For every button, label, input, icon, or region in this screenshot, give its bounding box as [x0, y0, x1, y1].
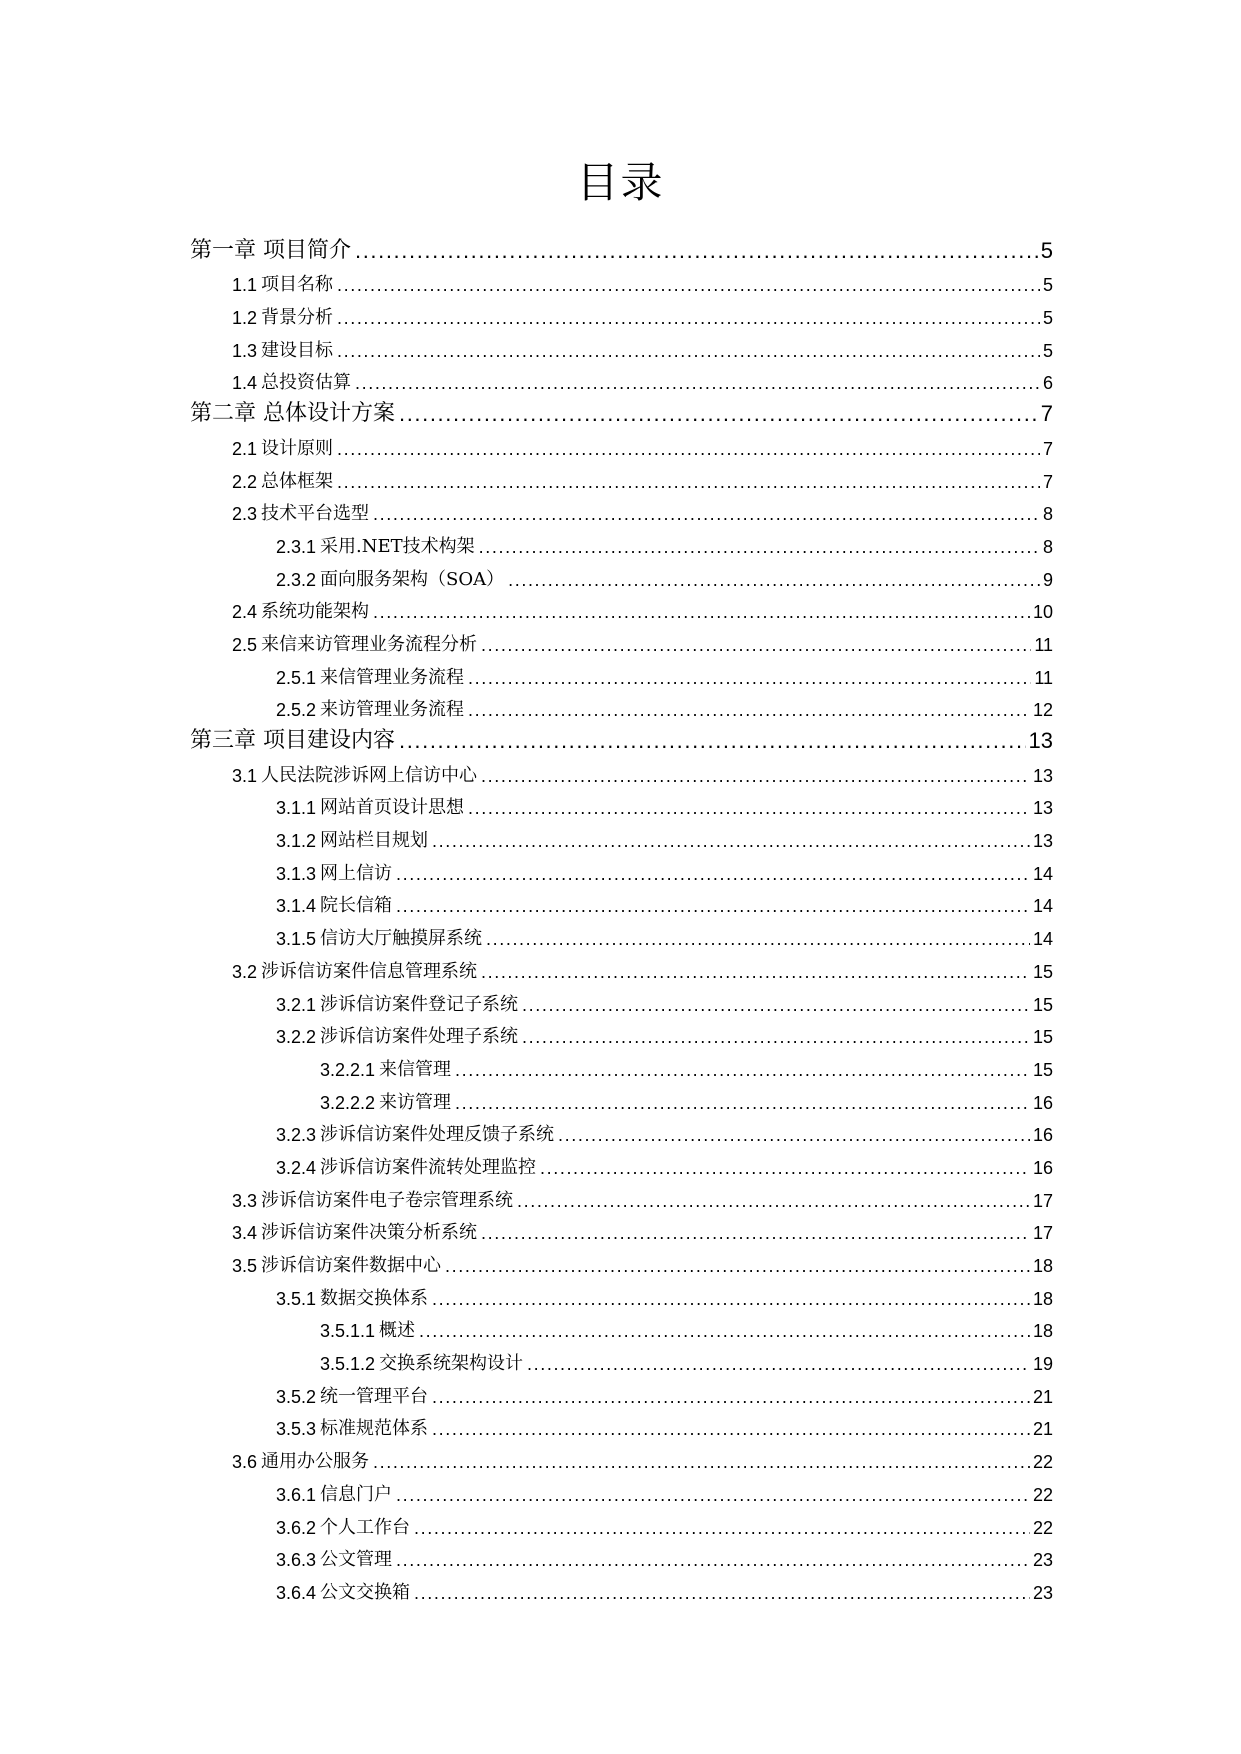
toc-dot-leader	[445, 1256, 1030, 1277]
toc-entry-page-number: 11	[1034, 667, 1053, 688]
toc-entry-number: 1.1	[232, 275, 258, 296]
toc-entry-number: 3.6.3	[276, 1550, 317, 1571]
toc-entry[interactable]	[0, 824, 1241, 857]
toc-entry-page-number: 5	[1040, 237, 1053, 263]
toc-entry-page-number: 5	[1042, 308, 1053, 329]
toc-entry-page-number: 15	[1032, 994, 1053, 1015]
toc-dot-leader	[355, 373, 1040, 394]
toc-entry[interactable]	[0, 628, 1241, 661]
toc-entry-number: 3.6.4	[276, 1582, 317, 1603]
toc-entry-label: 第一章 项目简介	[190, 237, 351, 263]
toc-dot-leader	[558, 1125, 1030, 1146]
toc-entry[interactable]	[0, 890, 1241, 923]
toc-dot-leader	[399, 728, 1026, 754]
toc-dot-leader	[432, 1289, 1030, 1310]
toc-dot-leader	[481, 635, 1031, 656]
toc-entry-page-number: 22	[1032, 1484, 1053, 1505]
toc-entry[interactable]	[0, 759, 1241, 792]
toc-entry-label: 公文管理	[320, 1549, 393, 1571]
toc-dot-leader	[432, 831, 1030, 852]
toc-dot-leader	[373, 602, 1030, 623]
toc-entry-label: 数据交换体系	[320, 1287, 429, 1309]
toc-entry[interactable]	[0, 661, 1241, 694]
toc-entry[interactable]	[0, 857, 1241, 890]
toc-dot-leader	[414, 1518, 1030, 1539]
toc-entry-label: 涉诉信访案件数据中心	[261, 1255, 442, 1276]
toc-entry[interactable]	[0, 530, 1241, 563]
toc-dot-leader	[432, 1387, 1030, 1408]
toc-entry-page-number: 15	[1032, 1027, 1053, 1048]
toc-entry[interactable]	[0, 1249, 1241, 1282]
toc-entry-number: 1.2	[232, 308, 258, 329]
toc-entry[interactable]	[0, 1544, 1241, 1577]
toc-entry-label: 通用办公服务	[261, 1451, 370, 1473]
toc-entry-page-number: 13	[1032, 765, 1053, 786]
toc-entry[interactable]	[0, 465, 1241, 498]
toc-entry-number: 3.1.5	[276, 929, 317, 950]
toc-entry-page-number: 10	[1032, 602, 1053, 623]
toc-dot-leader	[373, 1452, 1030, 1473]
toc-entry-page-number: 8	[1042, 536, 1053, 557]
toc-dot-leader	[468, 700, 1030, 721]
toc-entry-number: 3.2.3	[276, 1125, 317, 1146]
toc-entry-number: 3.2	[232, 961, 258, 982]
toc-entry-page-number: 18	[1032, 1256, 1053, 1276]
toc-entry[interactable]	[0, 1511, 1241, 1544]
toc-entry-number: 2.5.2	[276, 700, 317, 721]
toc-entry-page-number: 22	[1032, 1517, 1053, 1538]
toc-entry[interactable]	[0, 792, 1241, 825]
toc-dot-leader	[455, 1093, 1030, 1114]
toc-entry[interactable]	[0, 367, 1241, 400]
toc-entry-label: 面向服务架构（SOA）	[320, 568, 505, 590]
toc-entry[interactable]	[0, 1478, 1241, 1511]
toc-entry-page-number: 13	[1028, 728, 1053, 753]
toc-entry-number: 3.4	[232, 1223, 258, 1244]
toc-entry-label: 网站首页设计思想	[320, 797, 465, 819]
toc-entry-number: 3.1.2	[276, 831, 317, 852]
toc-dot-leader	[468, 668, 1031, 689]
toc-entry-number: 1.4	[232, 373, 258, 394]
toc-entry-label: 信息门户	[320, 1483, 393, 1505]
toc-entry-page-number: 8	[1042, 504, 1053, 525]
toc-entry-number: 3.2.4	[276, 1157, 317, 1178]
toc-entry-page-number: 19	[1032, 1354, 1053, 1375]
toc-dot-leader	[396, 1485, 1030, 1506]
toc-entry-number: 3.6	[232, 1452, 258, 1473]
toc-entry[interactable]	[0, 1053, 1241, 1086]
table-of-contents	[0, 236, 1241, 1609]
toc-dot-leader	[527, 1354, 1030, 1375]
toc-entry-page-number: 13	[1032, 798, 1053, 819]
toc-entry-number: 3.1	[232, 765, 258, 786]
toc-entry-number: 3.5.1.2	[320, 1354, 376, 1375]
toc-entry-page-number: 12	[1032, 700, 1053, 721]
toc-entry-page-number: 21	[1032, 1386, 1053, 1407]
toc-entry-label: 涉诉信访案件决策分析系统	[261, 1222, 478, 1244]
toc-entry-number: 3.1.1	[276, 798, 317, 819]
toc-entry-page-number: 11	[1034, 634, 1053, 655]
toc-dot-leader	[517, 1191, 1030, 1212]
toc-entry-label: 建设目标	[261, 339, 334, 361]
toc-entry-label: 信访大厅触摸屏系统	[320, 928, 483, 950]
toc-dot-leader	[481, 962, 1030, 983]
toc-entry-number: 3.2.2.1	[320, 1059, 376, 1080]
toc-entry-page-number: 21	[1032, 1419, 1053, 1440]
toc-dot-leader	[337, 275, 1040, 296]
toc-entry-page-number: 22	[1032, 1452, 1053, 1473]
toc-entry[interactable]	[0, 1119, 1241, 1152]
toc-dot-leader	[481, 766, 1030, 787]
toc-dot-leader	[396, 1550, 1030, 1571]
toc-entry-page-number: 18	[1032, 1288, 1053, 1309]
toc-entry[interactable]	[0, 334, 1241, 367]
toc-entry-page-number: 5	[1042, 340, 1053, 361]
toc-dot-leader	[522, 995, 1030, 1016]
toc-dot-leader	[337, 308, 1040, 329]
toc-entry-page-number: 9	[1042, 569, 1053, 590]
toc-entry-number: 2.4	[232, 602, 258, 623]
toc-entry-label: 统一管理平台	[320, 1385, 429, 1407]
toc-entry-label: 人民法院涉诉网上信访中心	[261, 764, 478, 786]
toc-dot-leader	[396, 864, 1030, 885]
toc-entry-number: 3.1.3	[276, 863, 317, 884]
toc-dot-leader	[522, 1027, 1030, 1048]
toc-entry[interactable]	[0, 269, 1241, 302]
toc-entry-label: 院长信箱	[320, 895, 393, 917]
toc-entry-number: 3.5.2	[276, 1386, 317, 1407]
toc-entry-number: 3.3	[232, 1190, 258, 1211]
toc-entry-label: 技术平台选型	[261, 503, 370, 525]
toc-entry-page-number: 6	[1042, 373, 1053, 394]
toc-dot-leader	[373, 504, 1040, 525]
toc-dot-leader	[486, 929, 1030, 950]
toc-dot-leader	[396, 896, 1030, 917]
toc-entry-number: 2.1	[232, 438, 258, 459]
toc-entry-page-number: 18	[1032, 1321, 1053, 1342]
toc-dot-leader	[540, 1158, 1030, 1179]
toc-entry[interactable]	[0, 1576, 1241, 1609]
toc-entry-label: 背景分析	[261, 307, 334, 329]
toc-entry-label: 交换系统架构设计	[379, 1353, 524, 1375]
toc-entry[interactable]	[0, 1347, 1241, 1380]
toc-entry-number: 2.3.2	[276, 569, 317, 590]
toc-entry-label: 概述	[379, 1320, 416, 1342]
toc-entry-page-number: 17	[1032, 1190, 1053, 1211]
toc-entry[interactable]	[0, 498, 1241, 531]
toc-chapter-entry[interactable]	[0, 236, 1241, 269]
toc-dot-leader	[337, 341, 1040, 362]
toc-dot-leader	[399, 401, 1038, 427]
toc-entry-number: 3.2.2	[276, 1027, 317, 1048]
toc-entry-number: 3.5.1.1	[320, 1321, 376, 1342]
toc-entry-label: 第三章 项目建设内容	[190, 728, 395, 753]
toc-entry-label: 来访管理业务流程	[320, 699, 465, 721]
toc-entry-page-number: 23	[1032, 1582, 1053, 1603]
toc-dot-leader	[419, 1321, 1030, 1342]
toc-entry-page-number: 14	[1032, 929, 1053, 950]
toc-entry-page-number: 7	[1042, 438, 1053, 459]
toc-entry-number: 3.5.1	[276, 1288, 317, 1309]
toc-entry-page-number: 23	[1032, 1550, 1053, 1571]
toc-entry-page-number: 16	[1032, 1157, 1053, 1178]
toc-entry-number: 3.1.4	[276, 896, 317, 917]
toc-entry-page-number: 7	[1042, 471, 1053, 492]
page-title: 目录	[576, 158, 665, 207]
toc-entry-number: 3.2.2.2	[320, 1092, 376, 1113]
toc-entry-label: 涉诉信访案件电子卷宗管理系统	[261, 1189, 514, 1211]
toc-entry-label: 设计原则	[261, 437, 334, 459]
toc-entry-page-number: 15	[1032, 961, 1053, 982]
toc-entry-number: 1.3	[232, 340, 258, 361]
toc-entry-label: 总体框架	[261, 470, 334, 492]
toc-dot-leader	[432, 1419, 1030, 1440]
toc-dot-leader	[337, 439, 1040, 460]
toc-entry-page-number: 13	[1032, 831, 1053, 852]
toc-entry-number: 3.6.1	[276, 1484, 317, 1505]
toc-entry-number: 2.5.1	[276, 667, 317, 688]
toc-entry[interactable]	[0, 1380, 1241, 1413]
toc-dot-leader	[355, 238, 1038, 264]
toc-entry-page-number: 5	[1042, 275, 1053, 296]
toc-entry[interactable]	[0, 1445, 1241, 1478]
toc-entry-label: 标准规范体系	[320, 1418, 429, 1440]
toc-entry-number: 3.6.2	[276, 1517, 317, 1538]
toc-chapter-entry[interactable]	[0, 399, 1241, 432]
toc-dot-leader	[414, 1583, 1030, 1604]
toc-entry[interactable]	[0, 1413, 1241, 1446]
toc-entry[interactable]	[0, 1315, 1241, 1348]
toc-dot-leader	[479, 537, 1040, 558]
toc-chapter-entry[interactable]	[0, 726, 1241, 759]
toc-entry[interactable]	[0, 988, 1241, 1021]
toc-entry[interactable]	[0, 1086, 1241, 1119]
toc-dot-leader	[481, 1223, 1030, 1244]
toc-entry-label: 涉诉信访案件流转处理监控	[320, 1156, 537, 1178]
toc-dot-leader	[455, 1060, 1030, 1081]
toc-entry-number: 2.2	[232, 471, 258, 492]
toc-dot-leader	[337, 472, 1040, 493]
toc-entry-label: 采用.NET技术构架	[320, 535, 475, 557]
toc-entry-page-number: 14	[1032, 896, 1053, 917]
toc-entry-label: 涉诉信访案件处理反馈子系统	[320, 1124, 555, 1146]
toc-entry-label: 网站栏目规划	[320, 830, 429, 852]
toc-entry-number: 3.5	[232, 1256, 258, 1276]
toc-entry-label: 公文交换箱	[320, 1581, 411, 1603]
toc-entry-label: 项目名称	[261, 274, 334, 296]
toc-entry-page-number: 14	[1032, 863, 1053, 884]
toc-entry[interactable]	[0, 955, 1241, 988]
toc-entry-page-number: 16	[1032, 1092, 1053, 1113]
toc-entry-label: 网上信访	[320, 862, 393, 884]
toc-entry-number: 2.3	[232, 504, 258, 525]
toc-entry-label: 涉诉信访案件处理子系统	[320, 1026, 519, 1048]
toc-entry-page-number: 15	[1032, 1059, 1053, 1080]
toc-entry[interactable]	[0, 1282, 1241, 1315]
toc-entry-number: 2.5	[232, 634, 258, 655]
toc-entry-number: 2.3.1	[276, 536, 317, 557]
toc-entry-label: 涉诉信访案件登记子系统	[320, 993, 519, 1015]
toc-entry-page-number: 17	[1032, 1223, 1053, 1244]
toc-entry[interactable]	[0, 1021, 1241, 1054]
toc-entry-label: 涉诉信访案件信息管理系统	[261, 960, 478, 982]
toc-entry-page-number: 7	[1040, 401, 1053, 427]
toc-entry[interactable]	[0, 563, 1241, 596]
toc-entry-page-number: 16	[1032, 1125, 1053, 1146]
toc-entry-label: 系统功能架构	[261, 601, 370, 623]
toc-entry-number: 3.5.3	[276, 1419, 317, 1440]
toc-entry[interactable]	[0, 1217, 1241, 1250]
toc-entry[interactable]	[0, 596, 1241, 629]
toc-entry[interactable]	[0, 301, 1241, 334]
toc-entry[interactable]	[0, 432, 1241, 465]
toc-entry-label: 来信管理	[379, 1058, 452, 1080]
toc-entry[interactable]	[0, 1151, 1241, 1184]
toc-dot-leader	[468, 798, 1030, 819]
toc-entry-label: 第二章 总体设计方案	[190, 401, 395, 427]
toc-dot-leader	[508, 570, 1040, 591]
toc-entry-label: 来信来访管理业务流程分析	[261, 633, 478, 655]
toc-entry-label: 个人工作台	[320, 1516, 411, 1538]
toc-entry-label: 来访管理	[379, 1091, 452, 1113]
toc-entry[interactable]	[0, 1184, 1241, 1217]
toc-entry-label: 总投资估算	[261, 372, 352, 394]
toc-entry[interactable]	[0, 694, 1241, 727]
toc-entry-number: 3.2.1	[276, 994, 317, 1015]
toc-entry-label: 来信管理业务流程	[320, 666, 465, 688]
toc-entry[interactable]	[0, 922, 1241, 955]
